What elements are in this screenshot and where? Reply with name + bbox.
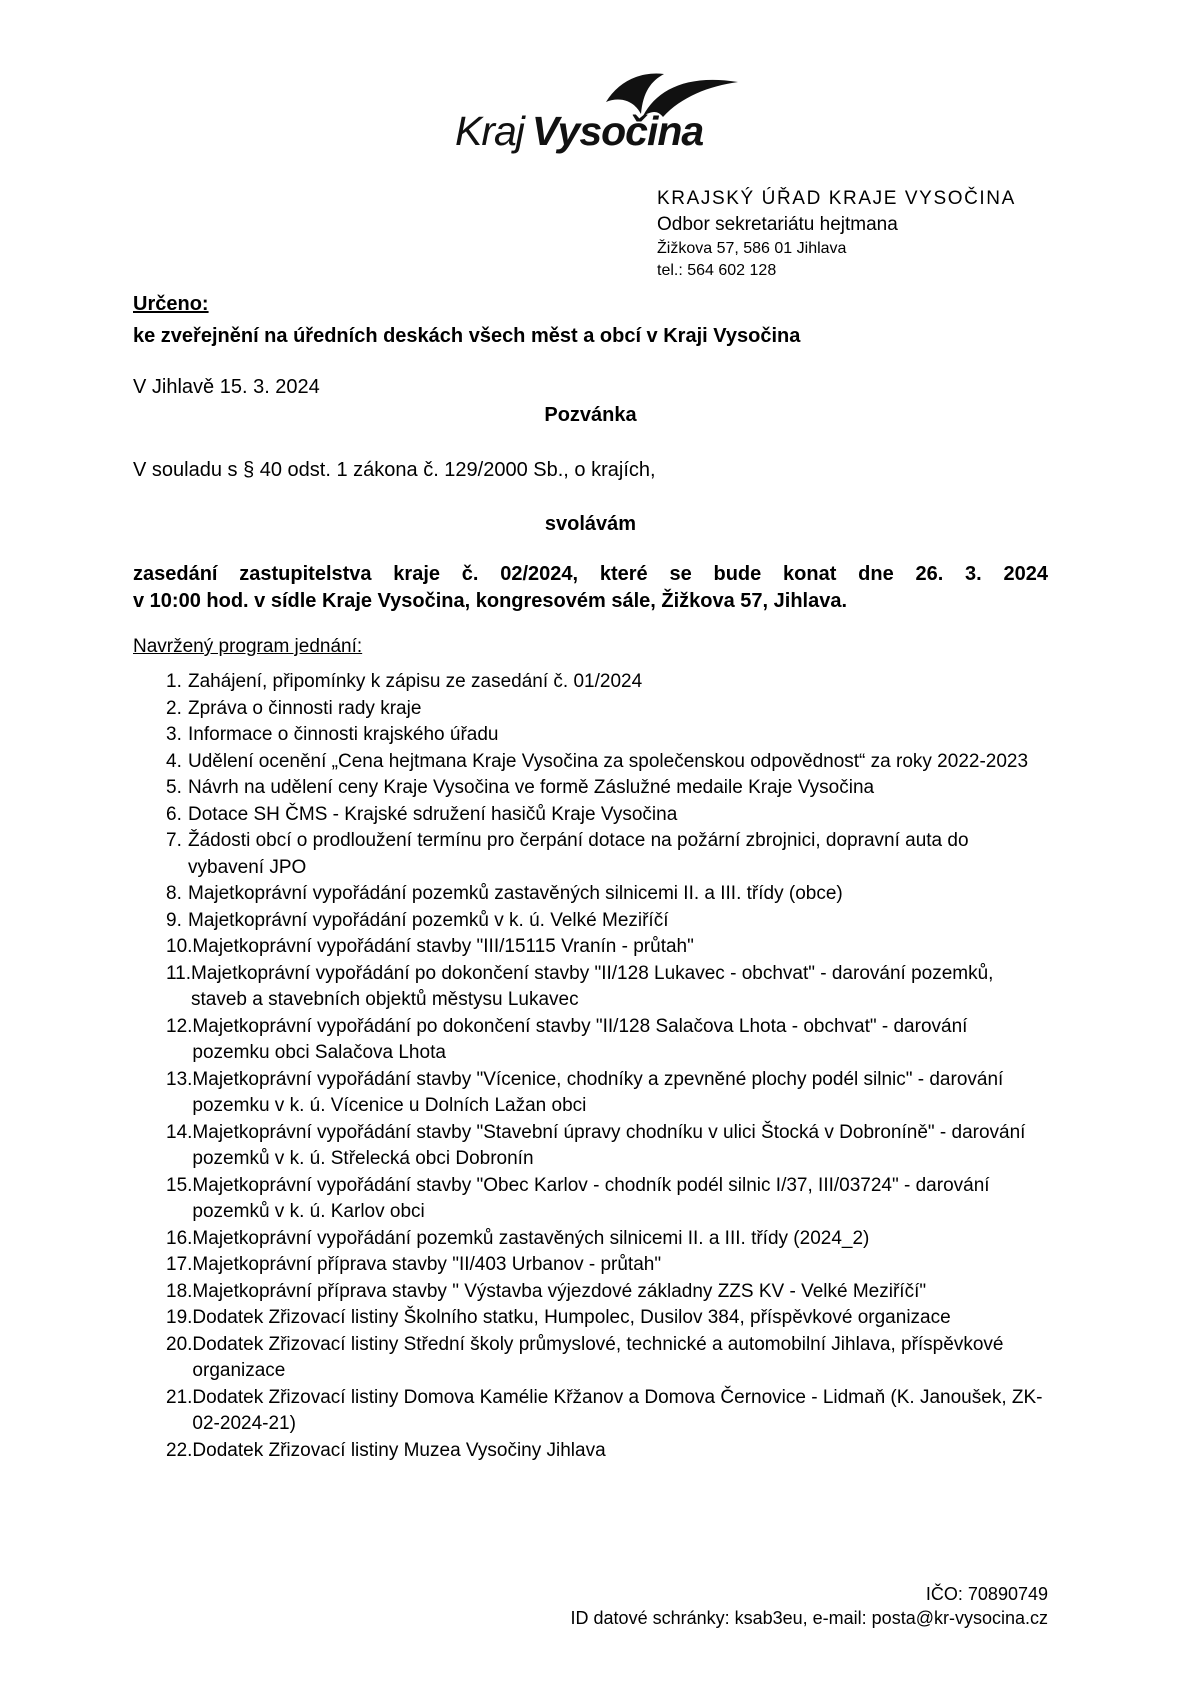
- agenda-heading: Navržený program jednání:: [133, 636, 363, 657]
- footer-ico: IČO: 70890749: [925, 1584, 1048, 1604]
- agenda-item: [166, 1120, 1048, 1173]
- agenda-item-text: Žádosti obcí o prodloužení termínu pro čerpání dotace na požární zbrojnici, dopravní auta do vybavení JPO: [188, 830, 969, 878]
- agenda-item-number: 7.: [166, 830, 182, 851]
- agenda-item-number: 13.: [166, 1068, 193, 1090]
- agenda-item-text: Dodatek Zřizovací listiny Domova Kamélie Křžanov a Domova Černovice - Lidmaň (K. Janoušek, ZK-02-2024-21): [192, 1386, 1043, 1434]
- recipient-text: ke zveřejnění na úředních deskách všech měst a obcí v Kraji Vysočina: [133, 325, 801, 347]
- dateline: V Jihlavě 15. 3. 2024: [133, 376, 320, 398]
- agenda-item: [166, 1438, 1048, 1465]
- agenda-item-text: Majetkoprávní příprava stavby "II/403 Urbanov - průtah": [192, 1254, 662, 1275]
- agenda-item-number: 21.: [166, 1386, 193, 1408]
- agenda-item-text: Majetkoprávní příprava stavby " Výstavba výjezdové základny ZZS KV - Velké Meziříčí": [192, 1280, 927, 1302]
- agenda-item: [166, 1279, 1048, 1306]
- logo-word-vysocina: Vysočina: [531, 108, 704, 154]
- agenda-item: [166, 1305, 1048, 1332]
- agenda-item-number: 1.: [166, 671, 182, 692]
- agenda-item-text: Majetkoprávní vypořádání stavby "Obec Karlov - chodník podél silnic I/37, III/03724" - darování pozemků v k. ú. Karlov obci: [192, 1174, 990, 1222]
- session-paragraph: [133, 561, 1048, 615]
- kraj-vysocina-logo: [455, 108, 703, 158]
- agenda-item: [166, 802, 1048, 829]
- letterhead-department: Odbor sekretariátu hejtmana: [657, 214, 898, 235]
- agenda-item: [166, 1173, 1048, 1226]
- agenda-item-text: Zpráva o činnosti rady kraje: [188, 697, 422, 719]
- logo-word-kraj: Kraj: [455, 108, 524, 154]
- letterhead-office: KRAJSKÝ ÚŘAD KRAJE VYSOČINA: [657, 188, 1016, 209]
- agenda-item: [166, 775, 1048, 802]
- agenda-item-text: Majetkoprávní vypořádání stavby "Stavební úpravy chodníku v ulici Štocká v Dobroníně" - darování pozemků v k. ú. Střelecká obci Dobronín: [192, 1121, 1026, 1169]
- footer-contact: ID datové schránky: ksab3eu, e-mail: posta@kr-vysocina.cz: [570, 1608, 1048, 1628]
- agenda-item-text: Majetkoprávní vypořádání po dokončení stavby "II/128 Lukavec - obchvat" - darování pozemků, staveb a stavebních objektů městysu Lukavec: [191, 962, 994, 1010]
- agenda-item-text: Majetkoprávní vypořádání po dokončení stavby "II/128 Salačova Lhota - obchvat" - darování pozemku obci Salačova Lhota: [192, 1015, 968, 1063]
- legal-clause: V souladu s § 40 odst. 1 zákona č. 129/2000 Sb., o krajích,: [133, 459, 656, 481]
- agenda-item: [166, 669, 1048, 696]
- agenda-item: [166, 1014, 1048, 1067]
- letterhead-phone: tel.: 564 602 128: [657, 262, 777, 279]
- agenda-item: [166, 828, 1048, 881]
- agenda-item: [166, 934, 1048, 961]
- agenda-item-number: 5.: [166, 777, 182, 798]
- agenda-item-number: 19.: [166, 1307, 193, 1328]
- agenda-item: [166, 722, 1048, 749]
- agenda-item-number: 17.: [166, 1254, 193, 1275]
- agenda-item-text: Návrh na udělení ceny Kraje Vysočina ve formě Záslužné medaile Kraje Vysočina: [188, 777, 875, 798]
- agenda-item: [166, 1252, 1048, 1279]
- agenda-item-text: Informace o činnosti krajského úřadu: [188, 724, 499, 745]
- session-line-2: v 10:00 hod. v sídle Kraje Vysočina, kongresovém sále, Žižkova 57, Jihlava.: [133, 590, 848, 612]
- agenda-item-text: Dodatek Zřizovací listiny Školního statku, Humpolec, Dusilov 384, příspěvkové organizace: [192, 1307, 951, 1328]
- agenda-item-text: Majetkoprávní vypořádání pozemků zastavěných silnicemi II. a III. třídy (2024_2): [192, 1227, 870, 1249]
- agenda-item: [166, 1067, 1048, 1120]
- agenda-item-number: 11.: [166, 962, 192, 984]
- convene-word: svolávám: [544, 513, 637, 535]
- letterhead: [657, 186, 1016, 282]
- agenda-item-number: 16.: [166, 1227, 193, 1249]
- agenda-item-number: 22.: [166, 1439, 193, 1461]
- agenda-item-text: Majetkoprávní vypořádání stavby "III/15115 Vranín - průtah": [192, 936, 694, 957]
- agenda-item-text: Majetkoprávní vypořádání pozemků zastavěných silnicemi II. a III. třídy (obce): [188, 883, 843, 904]
- agenda-item-text: Majetkoprávní vypořádání stavby "Vícenice, chodníky a zpevněné plochy podél silnic" - darování pozemku v k. ú. Vícenice u Dolních Lažan obci: [192, 1068, 1004, 1116]
- agenda-item: [166, 908, 1048, 935]
- agenda-item: [166, 1332, 1048, 1385]
- agenda-item-number: 3.: [166, 724, 182, 745]
- agenda-item-number: 10.: [166, 936, 193, 957]
- agenda-item-number: 4.: [166, 750, 182, 772]
- agenda-item: [166, 1385, 1048, 1438]
- agenda-item-text: Dodatek Zřizovací listiny Muzea Vysočiny Jihlava: [192, 1439, 606, 1461]
- agenda-item-number: 12.: [166, 1015, 193, 1037]
- agenda-item-number: 6.: [166, 803, 182, 825]
- session-line-1: zasedání zastupitelstva kraje č. 02/2024, které se bude konat dne 26. 3. 2024: [133, 563, 1048, 585]
- agenda-item: [166, 881, 1048, 908]
- agenda-item: [166, 696, 1048, 723]
- agenda-list: [166, 669, 1048, 1464]
- agenda-item-number: 18.: [166, 1280, 193, 1302]
- letterhead-address: Žižkova 57, 586 01 Jihlava: [657, 240, 847, 257]
- agenda-item-text: Zahájení, připomínky k zápisu ze zasedání č. 01/2024: [188, 671, 643, 692]
- agenda-item-number: 8.: [166, 883, 182, 904]
- agenda-item-number: 15.: [166, 1174, 193, 1196]
- agenda-item: [166, 961, 1048, 1014]
- agenda-item-text: Udělení ocenění „Cena hejtmana Kraje Vysočina za společenskou odpovědnost“ za roky 2022-2023: [188, 750, 1029, 772]
- agenda-item: [166, 1226, 1048, 1253]
- agenda-item: [166, 749, 1048, 776]
- agenda-item-text: Dotace SH ČMS - Krajské sdružení hasičů Kraje Vysočina: [188, 803, 678, 825]
- recipient-label: Určeno:: [133, 293, 209, 315]
- agenda-item-number: 20.: [166, 1333, 193, 1355]
- agenda-item-text: Dodatek Zřizovací listiny Střední školy průmyslové, technické a automobilní Jihlava, příspěvkové organizace: [192, 1333, 1004, 1381]
- document-footer: [133, 1582, 1048, 1630]
- agenda-item-number: 2.: [166, 697, 182, 719]
- document-title: Pozvánka: [544, 404, 637, 426]
- agenda-item-text: Majetkoprávní vypořádání pozemků v k. ú. Velké Meziříčí: [188, 909, 669, 931]
- agenda-item-number: 9.: [166, 909, 182, 931]
- agenda-item-number: 14.: [166, 1121, 193, 1143]
